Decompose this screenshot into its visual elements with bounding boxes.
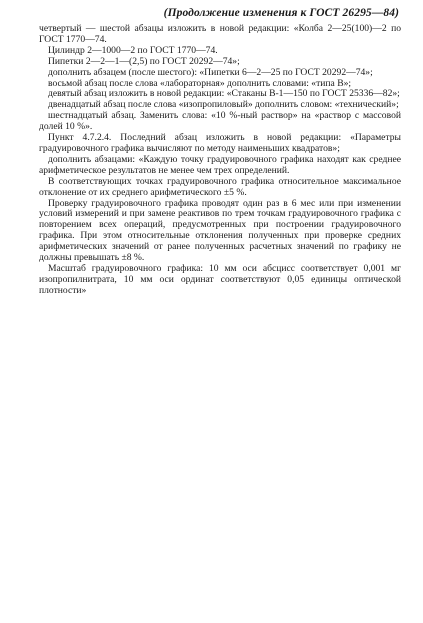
paragraph: дополнить абзацем (после шестого): «Пипетки 6—2—25 по ГОСТ 20292—74»; — [48, 66, 373, 78]
paragraph: Масштаб градуировочного графика: 10 мм оси абсцисс соответствует 0,001 мг изопропилнитрата, 10 мм оси ординат соответствуют 0,05 единицы оптической плотности» — [39, 262, 401, 296]
paragraph: Пункт 4.7.2.4. Последний абзац изложить в новой редакции: «Параметры градуировочного графика вычисляют по методу наименьших квадратов»; — [39, 132, 401, 154]
paragraph: В соответствующих точках градуировочного графика относительное максимальное отклонение от их среднего арифметического ±5 %. — [39, 175, 401, 198]
paragraph: двенадцатый абзац после слова «изопропиловый» дополнить словом: «технический»; — [48, 99, 399, 111]
paragraph: девятый абзац изложить в новой редакции: «Стаканы В-1—150 по ГОСТ 25336—82»; — [48, 88, 400, 100]
paragraph: шестнадцатый абзац. Заменить слова: «10 %-ный раствор» на «раствор с массовой долей 10 %». — [39, 110, 401, 133]
paragraph: Цилиндр 2—1000—2 по ГОСТ 1770—74. — [48, 44, 218, 56]
paragraph: дополнить абзацами: «Каждую точку градуировочного графика находят как среднее арифметическое результатов не менее чем трех определений. — [39, 153, 401, 176]
paragraph: Проверку градуировочного графика проводят один раз в 6 мес или при изменении условий измерений и при замене реактивов по трем точкам градуировочного графика с повторением всех операций, предусмотренных при построении градуировочного графика. При этом относительные отклонения полученных при проверке средних арифметических значений от ранее полученных расчетных значений по графику не должны превышать ±8 %. — [39, 197, 401, 264]
paragraph: восьмой абзац после слова «лабораторная» дополнить словами: «типа В»; — [48, 77, 352, 89]
continuation-header: (Продолжение изменения к ГОСТ 26295—84) — [163, 7, 399, 19]
document-body — [39, 24, 401, 297]
paragraph: четвертый — шестой абзацы изложить в новой редакции: «Колба 2—25(100)—2 по ГОСТ 1770—74. — [39, 23, 401, 45]
paragraph: Пипетки 2—2—1—(2,5) по ГОСТ 20292—74»; — [48, 55, 240, 67]
